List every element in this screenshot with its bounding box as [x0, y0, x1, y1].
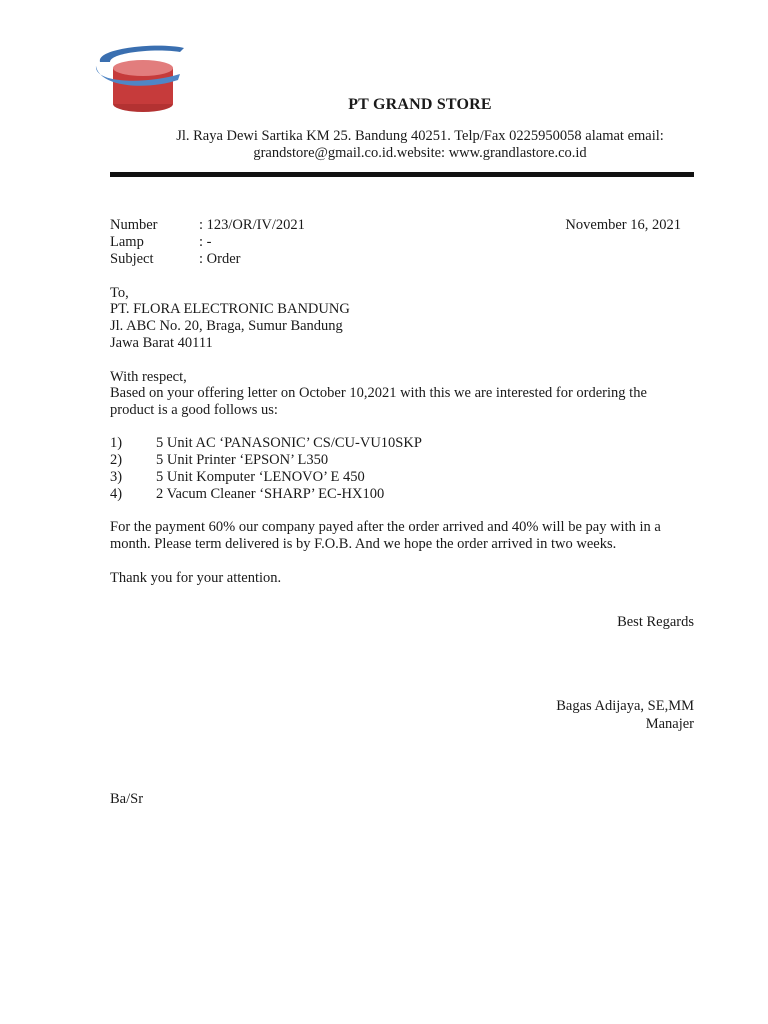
item-number: 3) — [110, 469, 123, 485]
greeting: With respect, — [110, 369, 187, 385]
order-items-list — [110, 435, 422, 503]
logo-cylinder-top — [113, 60, 173, 76]
recipient-salutation: To, — [110, 285, 129, 301]
number-value: : 123/OR/IV/2021 — [199, 217, 305, 233]
item-text: 5 Unit Komputer ‘LENOVO’ E 450 — [156, 469, 365, 485]
number-label: Number — [110, 217, 158, 233]
lamp-value: : - — [199, 234, 212, 250]
thanks-line: Thank you for your attention. — [110, 570, 282, 586]
address-line-2: grandstore@gmail.co.id.website: www.grandlastore.co.id — [253, 145, 587, 161]
recipient-address-2: Jawa Barat 40111 — [110, 335, 213, 351]
item-text: 2 Vacum Cleaner ‘SHARP’ EC-HX100 — [156, 486, 385, 502]
company-name: PT GRAND STORE — [348, 96, 492, 113]
subject-value: : Order — [199, 251, 241, 267]
signer-name: Bagas Adijaya, SE,MM — [556, 698, 694, 714]
recipient-name: PT. FLORA ELECTRONIC BANDUNG — [110, 301, 350, 317]
list-item — [110, 469, 422, 486]
item-number: 1) — [110, 435, 123, 451]
list-item — [110, 435, 422, 452]
company-logo — [88, 40, 188, 120]
item-number: 2) — [110, 452, 123, 468]
item-text: 5 Unit AC ‘PANASONIC’ CS/CU-VU10SKP — [156, 435, 422, 451]
company-address — [140, 128, 700, 162]
signer-title: Manajer — [645, 716, 694, 732]
payment-paragraph: For the payment 60% our company payed after the order arrived and 40% will be pay with in a month. Please term delivered is by F.O.B. And we hope the order arrived in two weeks. — [110, 519, 661, 552]
address-line-1: Jl. Raya Dewi Sartika KM 25. Bandung 40251. Telp/Fax 0225950058 alamat email: — [176, 128, 664, 144]
reference-initials: Ba/Sr — [110, 791, 144, 807]
subject-label: Subject — [110, 251, 154, 267]
list-item — [110, 486, 422, 503]
closing-regards: Best Regards — [617, 614, 694, 630]
lamp-label: Lamp — [110, 234, 144, 250]
list-item — [110, 452, 422, 469]
letter-date: November 16, 2021 — [565, 217, 681, 233]
logo-swoosh-arrow — [100, 46, 184, 62]
recipient-address-1: Jl. ABC No. 20, Braga, Sumur Bandung — [110, 318, 343, 334]
item-number: 4) — [110, 486, 123, 502]
item-text: 5 Unit Printer ‘EPSON’ L350 — [156, 452, 329, 468]
header-divider — [110, 172, 694, 177]
intro-paragraph: Based on your offering letter on October 10,2021 with this we are interested for ordering the product is a good follows us: — [110, 385, 647, 418]
